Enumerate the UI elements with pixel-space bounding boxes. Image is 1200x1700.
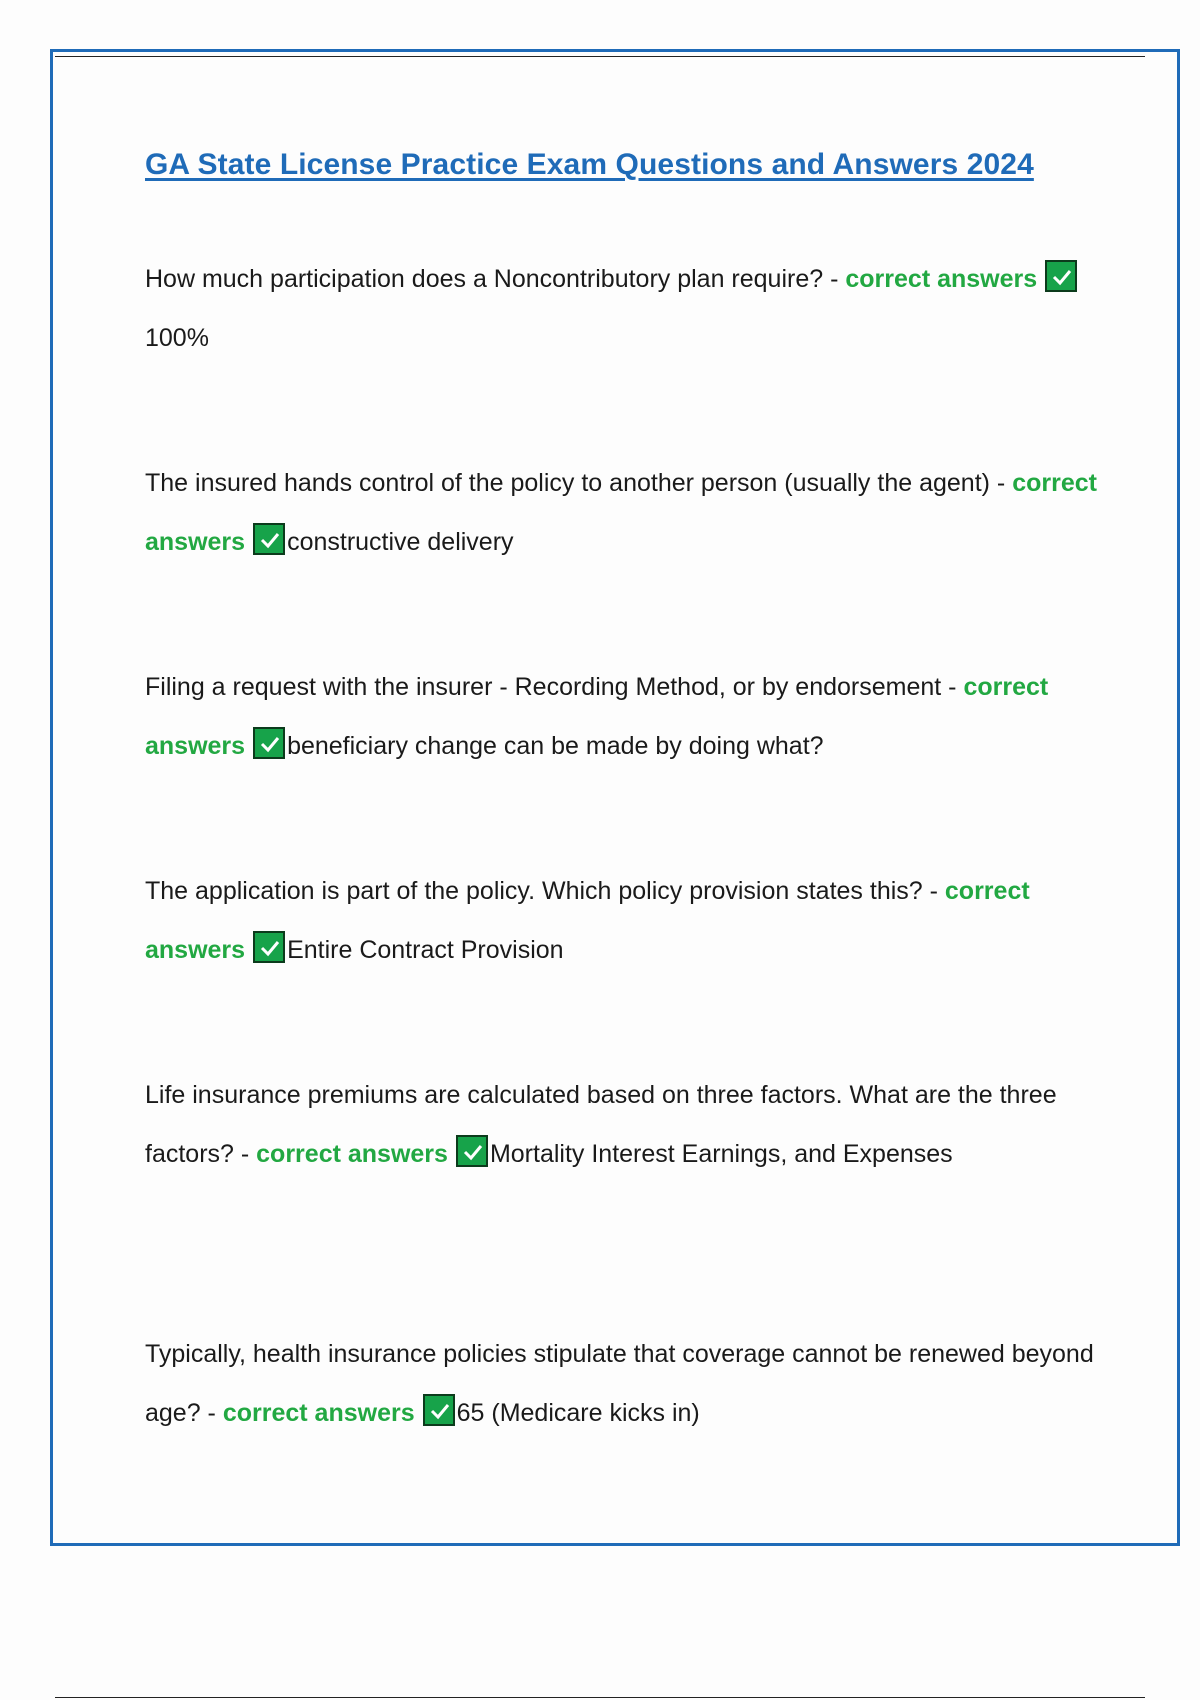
answer-text: 100% — [145, 324, 209, 352]
qa-item — [145, 250, 1105, 368]
checkmark-icon — [253, 727, 285, 759]
question-text: The insured hands control of the policy to another person (usually the agent) - — [145, 469, 1013, 497]
answer-text: 65 (Medicare kicks in) — [456, 1399, 700, 1427]
answer-text: Mortality Interest Earnings, and Expenses — [489, 1140, 953, 1168]
checkmark-icon — [1045, 260, 1077, 292]
correct-answers-label: correct answers — [222, 1399, 415, 1427]
correct-answers-label: correct answers — [256, 1140, 448, 1168]
correct-answers-label: correct answers — [145, 877, 1030, 964]
question-text: How much participation does a Noncontributory plan require? - — [145, 265, 846, 293]
question-text: Life insurance premiums are calculated based on three factors. What are the three factors? - — [145, 1081, 1057, 1168]
qa-item — [145, 658, 1105, 776]
qa-item — [145, 862, 1105, 980]
qa-item — [145, 1325, 1105, 1443]
checkmark-icon — [456, 1135, 488, 1167]
checkmark-icon — [423, 1394, 455, 1426]
bottom-divider — [55, 1697, 1145, 1698]
document-title: GA State License Practice Exam Questions and Answers 2024 — [145, 148, 1034, 181]
checkmark-icon — [253, 523, 285, 555]
answer-text: beneficiary change can be made by doing what? — [287, 732, 824, 760]
question-text: The application is part of the policy. Which policy provision states this? - — [145, 877, 945, 905]
checkmark-icon — [253, 931, 285, 963]
qa-item — [145, 1066, 1105, 1184]
correct-answers-label: correct answers — [145, 673, 1049, 760]
answer-text: Entire Contract Provision — [287, 936, 564, 964]
correct-answers-label: correct answers — [845, 265, 1038, 293]
top-divider — [55, 56, 1145, 57]
question-text: Filing a request with the insurer - Recording Method, or by endorsement - — [145, 673, 964, 701]
question-text: Typically, health insurance policies stipulate that coverage cannot be renewed beyond age? - — [145, 1340, 1094, 1427]
qa-item — [145, 454, 1105, 572]
answer-text: constructive delivery — [287, 528, 514, 556]
correct-answers-label: correct answers — [145, 469, 1097, 556]
